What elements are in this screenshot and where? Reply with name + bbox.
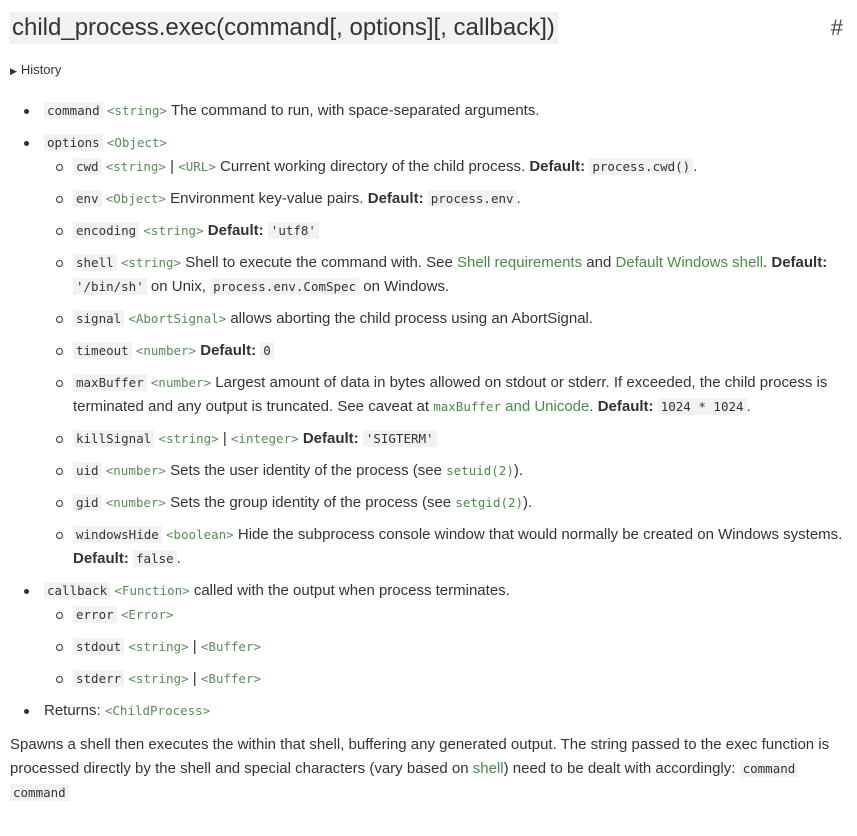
- type-link[interactable]: <string>: [158, 431, 219, 446]
- default-windows-shell-link[interactable]: Default Windows shell: [615, 254, 764, 271]
- param-name: encoding: [73, 222, 139, 239]
- default-value: 'SIGTERM': [363, 430, 437, 447]
- default-label: Default:: [367, 190, 424, 207]
- option-cwd: [42, 155, 847, 179]
- param-name: options: [44, 134, 103, 151]
- param-desc: Hide the subprocess console window that would normally be created on Windows systems.: [237, 526, 843, 543]
- param-desc: The command to run, with space-separated arguments.: [170, 102, 540, 119]
- type-separator: |: [170, 158, 175, 175]
- type-link[interactable]: <Buffer>: [200, 671, 262, 686]
- default-label: Default:: [529, 158, 586, 175]
- para-text: Spawns a shell then executes the within that shell, buffering any generated output. The string passed to the exec function is processed directly by the shell and special characters (vary based on: [10, 736, 830, 777]
- heading-title: child_process.exec(command[, options][, callback]): [10, 12, 558, 44]
- option-timeout: [42, 339, 847, 363]
- setgid-link[interactable]: setgid(2): [455, 495, 524, 510]
- type-link[interactable]: <number>: [135, 343, 197, 358]
- punct: ).: [523, 494, 533, 511]
- param-desc: called with the output when process terminates.: [193, 582, 510, 599]
- punct: .: [693, 158, 698, 175]
- punct: .: [763, 254, 768, 271]
- type-link[interactable]: <AbortSignal>: [128, 311, 227, 326]
- param-name: killSignal: [73, 430, 154, 447]
- option-encoding: [42, 219, 847, 243]
- description-paragraph: [10, 733, 847, 805]
- section-heading: [10, 12, 847, 44]
- param-name: callback: [44, 582, 110, 599]
- link-text: and Unicode: [505, 398, 590, 415]
- options-list: [44, 155, 847, 571]
- default-value: 0: [260, 342, 274, 359]
- type-link[interactable]: <string>: [143, 223, 204, 238]
- default-value: '/bin/sh': [73, 278, 147, 295]
- doc-page: [0, 12, 857, 805]
- option-gid: [42, 491, 847, 515]
- history-toggle[interactable]: [10, 62, 847, 79]
- type-link[interactable]: <number>: [105, 463, 166, 478]
- param-list: [10, 99, 847, 723]
- shell-link[interactable]: shell: [472, 760, 504, 777]
- anchor-link[interactable]: #: [830, 15, 843, 40]
- param-name: signal: [73, 310, 124, 327]
- punct: ).: [513, 462, 524, 479]
- default-label: Default:: [302, 430, 359, 447]
- type-separator: |: [192, 670, 197, 687]
- type-link[interactable]: <boolean>: [165, 527, 234, 542]
- param-callback: [10, 579, 847, 691]
- default-value: process.cwd(): [589, 158, 693, 175]
- type-link[interactable]: <Object>: [105, 191, 166, 206]
- type-separator: |: [192, 638, 197, 655]
- param-desc: Sets the group identity of the process (see: [170, 494, 452, 511]
- param-name: command: [44, 102, 103, 119]
- default-label: Default:: [200, 342, 257, 359]
- param-name: cwd: [73, 158, 102, 175]
- param-name: env: [73, 190, 102, 207]
- param-name: stderr: [73, 670, 124, 687]
- param-desc: Current working directory of the child process.: [220, 158, 526, 175]
- type-link[interactable]: <string>: [128, 671, 189, 686]
- default-label: Default:: [207, 222, 264, 239]
- param-name: stdout: [73, 638, 124, 655]
- setuid-link[interactable]: setuid(2): [446, 463, 514, 478]
- triangle-right-icon: ▶: [10, 66, 17, 76]
- callback-arg-error: [42, 603, 847, 627]
- conj: and: [586, 254, 612, 271]
- type-separator: |: [222, 430, 227, 447]
- param-desc: Shell to execute the command with. See: [185, 254, 453, 271]
- option-uid: [42, 459, 847, 483]
- default-value: 'utf8': [268, 222, 319, 239]
- param-name: gid: [73, 494, 102, 511]
- punct: .: [516, 190, 521, 207]
- shell-requirements-link[interactable]: Shell requirements: [457, 254, 583, 271]
- param-name: error: [73, 606, 117, 623]
- type-link[interactable]: <ChildProcess>: [104, 703, 211, 718]
- type-link[interactable]: <string>: [105, 159, 166, 174]
- param-desc: Largest amount of data in bytes allowed on stdout or stderr. If exceeded, the child process is terminated and any output is truncated. See caveat at: [73, 374, 828, 415]
- type-link[interactable]: <number>: [150, 375, 212, 390]
- type-link[interactable]: <string>: [106, 103, 168, 118]
- para-text: ) need to be dealt with accordingly:: [503, 760, 736, 777]
- type-link[interactable]: <Function>: [114, 583, 190, 598]
- type-link[interactable]: <Buffer>: [200, 639, 262, 654]
- text: on Unix,: [150, 278, 206, 295]
- punct: .: [746, 398, 751, 415]
- option-windowshide: [42, 523, 847, 571]
- callback-arg-stdout: [42, 635, 847, 659]
- param-command: [10, 99, 847, 123]
- param-options: [10, 131, 847, 571]
- param-name: uid: [73, 462, 102, 479]
- punct: .: [589, 398, 594, 415]
- returns-label: Returns:: [44, 702, 101, 719]
- text: on Windows.: [363, 278, 450, 295]
- param-desc: Environment key-value pairs.: [170, 190, 364, 207]
- option-killsignal: [42, 427, 847, 451]
- type-link[interactable]: <string>: [120, 255, 182, 270]
- inline-code: command: [10, 784, 69, 801]
- option-shell: [42, 251, 847, 299]
- callback-arg-stderr: [42, 667, 847, 691]
- returns: [10, 699, 847, 723]
- callback-args-list: [44, 603, 847, 691]
- default-value: process.env.ComSpec: [210, 278, 359, 295]
- param-name: windowsHide: [73, 526, 162, 543]
- type-link[interactable]: <integer>: [230, 431, 299, 446]
- option-signal: [42, 307, 847, 331]
- default-value: process.env: [428, 190, 517, 207]
- inline-code: command: [740, 760, 799, 777]
- param-desc: allows aborting the child process using an AbortSignal.: [230, 310, 594, 327]
- link-code: maxBuffer: [433, 399, 501, 414]
- param-desc: Sets the user identity of the process (see: [170, 462, 442, 479]
- default-value: false: [133, 550, 177, 567]
- type-link[interactable]: <number>: [105, 495, 166, 510]
- option-maxbuffer: [42, 371, 847, 419]
- param-name: shell: [73, 254, 117, 271]
- type-link[interactable]: <Error>: [120, 607, 174, 622]
- punct: .: [176, 550, 181, 567]
- option-env: [42, 187, 847, 211]
- default-label: Default:: [597, 398, 654, 415]
- default-label: Default:: [771, 254, 828, 271]
- param-name: timeout: [73, 342, 132, 359]
- param-name: maxBuffer: [73, 374, 147, 391]
- default-value: 1024 * 1024: [658, 398, 747, 415]
- type-link[interactable]: <string>: [128, 639, 189, 654]
- history-label: History: [20, 62, 62, 77]
- default-label: Default:: [73, 550, 129, 567]
- type-link[interactable]: <Object>: [106, 135, 168, 150]
- type-link[interactable]: <URL>: [178, 159, 216, 174]
- maxbuffer-unicode-link[interactable]: [433, 398, 589, 415]
